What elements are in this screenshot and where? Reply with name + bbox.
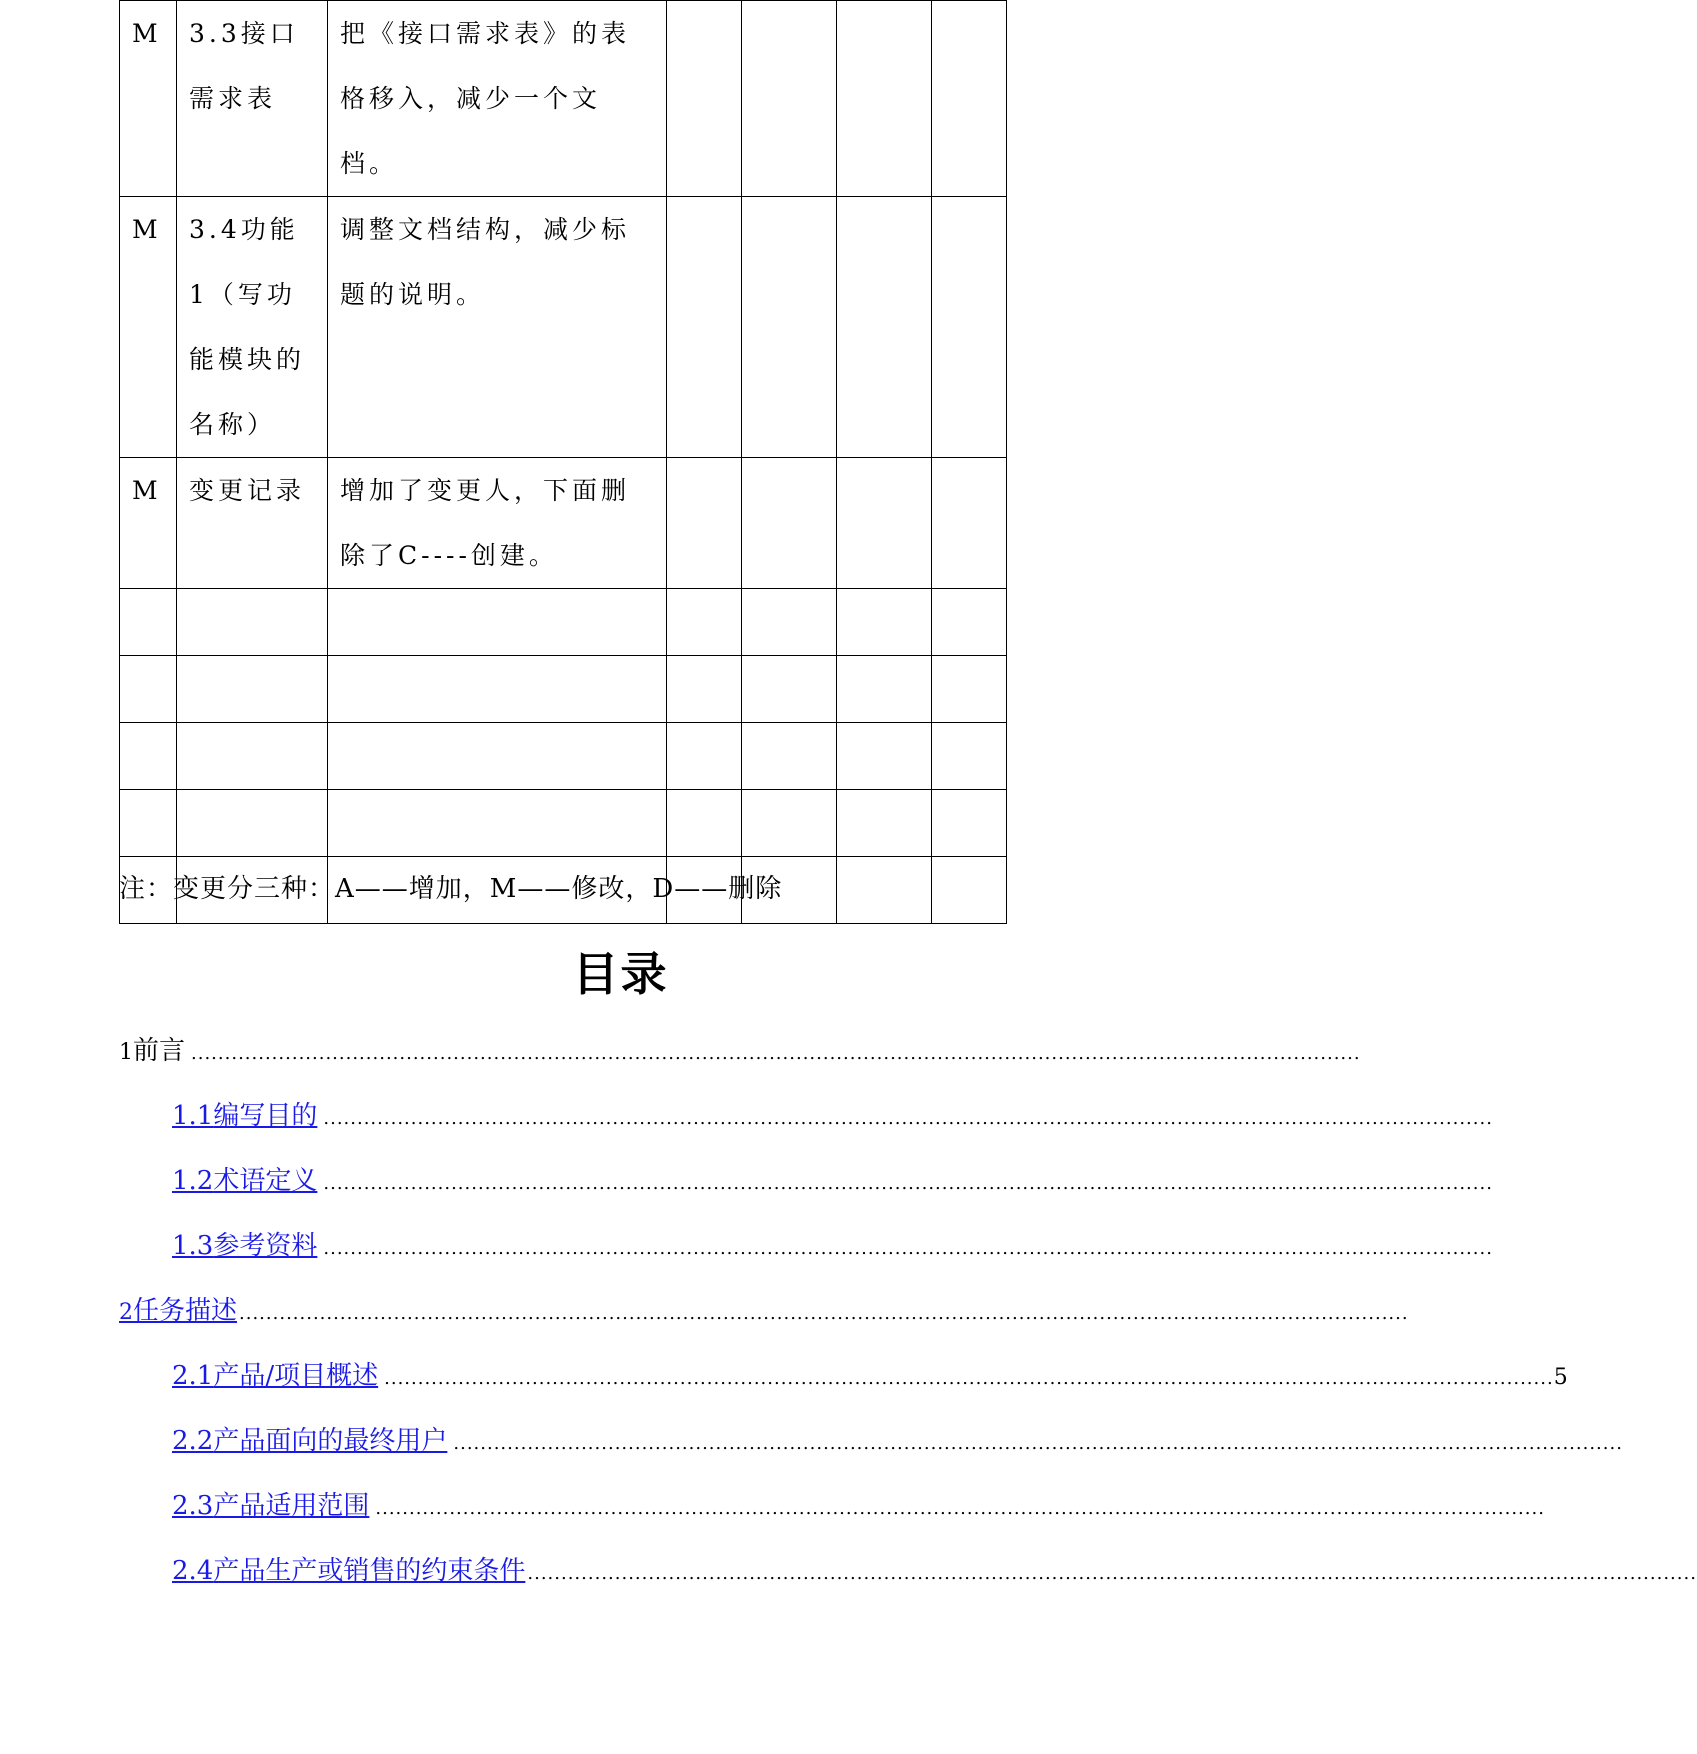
toc-entry-number: 2 — [119, 1300, 133, 1325]
toc-entry-number: 2.1 — [172, 1361, 214, 1391]
change-type-cell: M — [120, 458, 177, 589]
toc-entry-2-2[interactable] — [172, 1420, 1623, 1460]
table-cell — [667, 197, 742, 458]
toc-title: 目录 — [572, 947, 669, 1001]
toc-leader-dots: .............................................................................................................................................................................. — [239, 1303, 1409, 1324]
empty-table-row — [120, 723, 1007, 790]
empty-table-row — [120, 790, 1007, 857]
table-cell — [667, 458, 742, 589]
toc-entry-text: 前言 — [133, 1036, 186, 1066]
toc-entry-text: 参考资料 — [213, 1231, 318, 1261]
change-type-cell: M — [120, 197, 177, 458]
table-cell — [837, 1, 932, 197]
toc-entry-2-1[interactable] — [172, 1355, 1568, 1395]
toc-entry-number: 2.2 — [172, 1426, 214, 1456]
table-row — [120, 1, 1007, 197]
toc-entry-2[interactable] — [119, 1290, 1409, 1330]
toc-leader-dots: .............................................................................................................................................................................. — [323, 1238, 1493, 1259]
toc-entry-number: 1.3 — [172, 1231, 214, 1261]
table-cell — [837, 197, 932, 458]
toc-entry-2-3[interactable] — [172, 1485, 1545, 1525]
table-cell — [932, 458, 1007, 589]
toc-entry-1-3[interactable] — [172, 1225, 1493, 1265]
change-section-cell: 3.4功能1（写功能模块的名称） — [177, 197, 328, 458]
toc-entry-text: 编写目的 — [213, 1101, 318, 1131]
toc-leader-dots: .............................................................................................................................................................................. — [191, 1043, 1361, 1064]
toc-entry-number: 1.2 — [172, 1166, 214, 1196]
change-description-cell: 增加了变更人，下面删除了C----创建。 — [328, 458, 667, 589]
table-row — [120, 197, 1007, 458]
table-cell — [742, 1, 837, 197]
change-section-cell: 3.3接口需求表 — [177, 1, 328, 197]
toc-leader-dots: .............................................................................................................................................................................. — [375, 1498, 1545, 1519]
toc-entry-text: 产品面向的最终用户 — [213, 1426, 448, 1456]
toc-entry-number: 2.4 — [172, 1556, 214, 1586]
toc-entry-text: 产品适用范围 — [213, 1491, 370, 1521]
change-description-cell: 把《接口需求表》的表格移入，减少一个文档。 — [328, 1, 667, 197]
change-type-note: 注：变更分三种：A——增加，M——修改，D——删除 — [119, 874, 783, 904]
toc-entry-2-4[interactable] — [172, 1550, 1697, 1590]
change-type-cell: M — [120, 1, 177, 197]
table-cell — [932, 197, 1007, 458]
empty-table-row — [120, 656, 1007, 723]
toc-leader-dots: .............................................................................................................................................................................. — [384, 1368, 1554, 1389]
empty-table-row — [120, 589, 1007, 656]
table-cell — [667, 1, 742, 197]
toc-entry-number: 1.1 — [172, 1101, 214, 1131]
toc-leader-dots: .............................................................................................................................................................................. — [323, 1108, 1493, 1129]
toc-entry-text: 术语定义 — [213, 1166, 318, 1196]
toc-entry-page: 5 — [1553, 1365, 1568, 1390]
toc-entry-number: 2.3 — [172, 1491, 214, 1521]
toc-entry-text: 产品/项目概述 — [213, 1361, 379, 1391]
toc-leader-dots: .............................................................................................................................................................................. — [527, 1563, 1697, 1584]
toc-leader-dots: .............................................................................................................................................................................. — [323, 1173, 1493, 1194]
table-cell — [742, 458, 837, 589]
table-cell — [932, 1, 1007, 197]
change-record-table — [119, 0, 1007, 924]
toc-entry-number: 1 — [119, 1040, 133, 1065]
toc-entry-1-2[interactable] — [172, 1160, 1493, 1200]
change-description-cell: 调整文档结构，减少标题的说明。 — [328, 197, 667, 458]
change-section-cell: 变更记录 — [177, 458, 328, 589]
toc-entry-text: 任务描述 — [133, 1296, 238, 1326]
toc-entry-text: 产品生产或销售的约束条件 — [213, 1556, 526, 1586]
toc-entry-1[interactable] — [119, 1030, 1361, 1070]
toc-leader-dots: .............................................................................................................................................................................. — [453, 1433, 1623, 1454]
toc-entry-1-1[interactable] — [172, 1095, 1493, 1135]
table-cell — [742, 197, 837, 458]
table-row — [120, 458, 1007, 589]
table-cell — [837, 458, 932, 589]
